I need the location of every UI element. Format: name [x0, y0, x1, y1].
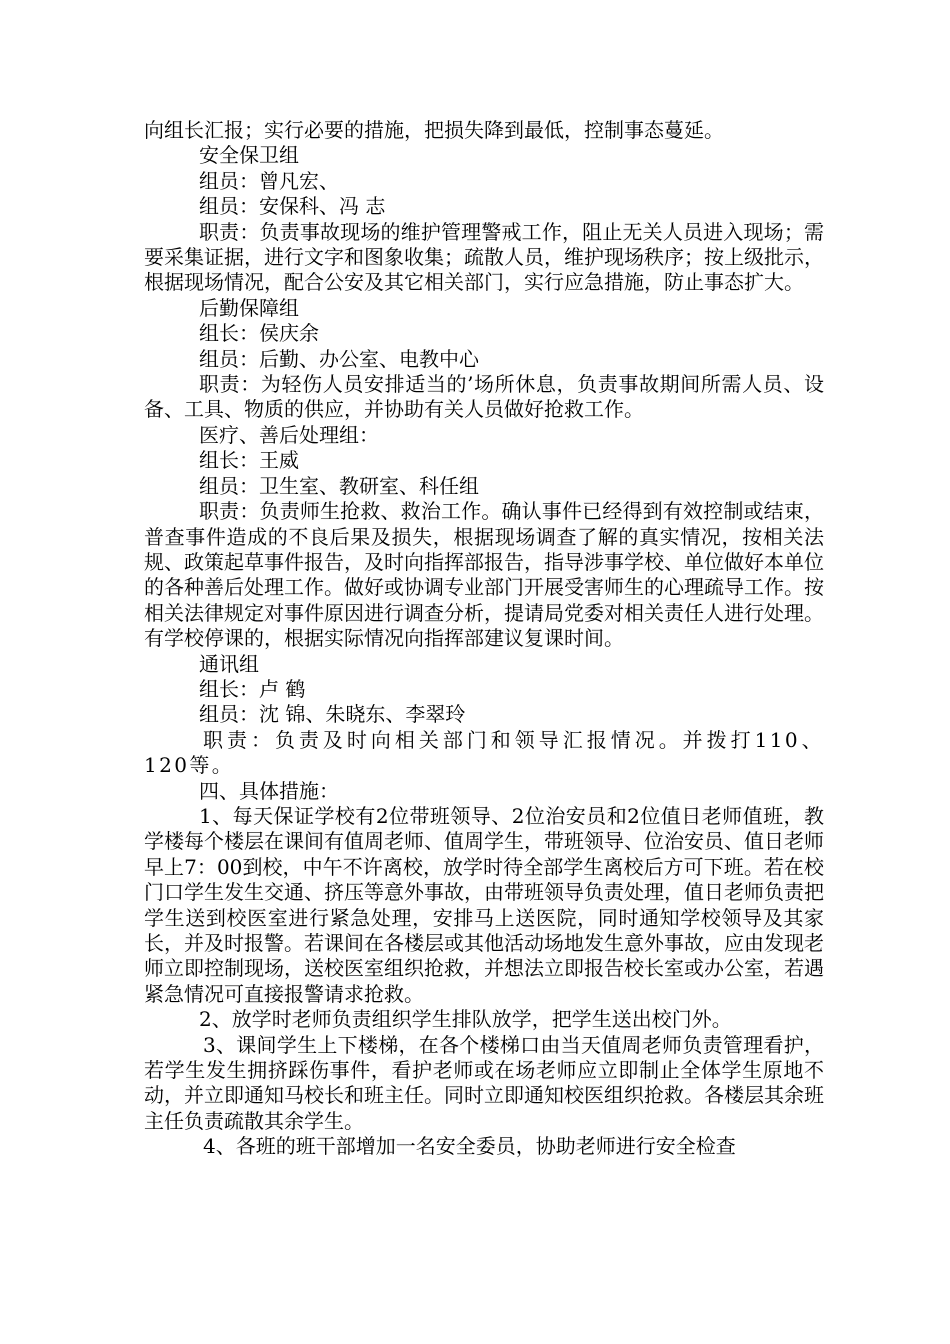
heading-logistics-group: 后勤保障组 — [199, 295, 299, 320]
medical-leader: 组长：王威 — [199, 448, 299, 473]
measure-4: 4、各班的班干部增加一名安全委员，协助老师进行安全检查 — [203, 1134, 736, 1159]
measure-1: 1、每天保证学校有2位带班领导、2位治安员和2位值日老师值班，教学楼每个楼层在课间有值周老师、值周学生，带班领导、位治安员、值日老师早上7：00到校，中午不许离校，放学时待全部学生离校后方可下班。若在校门口学生发生交通、挤压等意外事故，由带班领导负责处理，值日老师负责把学生送到校医室进行紧急处理，安排马上送医院，同时通知学校领导及其家长，并及时报警。若课间在各楼层或其他活动场地发生意外事故，应由发现老师立即控制现场，送校医室组织抢救，并想法立即报告校长室或办公室，若遇紧急情况可直接报警请求抢救。 — [144, 803, 824, 1006]
document-body — [144, 118, 824, 1160]
communication-members: 组员：沈 锦、朱晓东、李翠玲 — [199, 702, 466, 727]
heading-security-group: 安全保卫组 — [199, 143, 299, 168]
paragraph-report-continuation: 向组长汇报；实行必要的措施，把损失降到最低，控制事态蔓延。 — [144, 118, 724, 142]
communication-duties: 职责：负责及时向相关部门和领导汇报情况。并拨打110、120等。 — [144, 727, 824, 778]
logistics-duties: 职责：为轻伤人员安排适当的’场所休息，负责事故期间所需人员、设备、工具、物质的供应，并协助有关人员做好抢救工作。 — [144, 372, 824, 422]
heading-medical-group: 医疗、善后处理组： — [199, 422, 379, 447]
measure-2: 2、放学时老师负责组织学生排队放学，把学生送出校门外。 — [199, 1007, 732, 1032]
heading-specific-measures: 四、具体措施： — [199, 778, 339, 803]
security-member-line-2: 组员：安保科、冯 志 — [199, 194, 386, 219]
measure-3: 3、课间学生上下楼梯，在各个楼梯口由当天值周老师负责管理看护，若学生发生拥挤踩伤事件，看护老师或在场老师应立即制止全体学生原地不动，并立即通知马校长和班主任。同时立即通知校医组织抢救。各楼层其余班主任负责疏散其余学生。 — [144, 1032, 824, 1133]
security-member-line-1: 组员：曾凡宏、 — [199, 168, 339, 193]
medical-members: 组员：卫生室、教研室、科任组 — [199, 473, 479, 498]
medical-duties: 职责：负责师生抢救、救治工作。确认事件已经得到有效控制或结束，普查事件造成的不良后果及损失，根据现场调查了解的真实情况，按相关法规、政策起草事件报告，及时向指挥部报告，指导涉事学校、单位做好本单位的各种善后处理工作。做好或协调专业部门开展受害师生的心理疏导工作。按相关法律规定对事件原因进行调查分析，提请局党委对相关责任人进行处理。有学校停课的，根据实际情况向指挥部建议复课时间。 — [144, 499, 824, 651]
logistics-members: 组员：后勤、办公室、电教中心 — [199, 346, 479, 371]
communication-leader: 组长：卢 鹤 — [199, 676, 306, 701]
heading-communication-group: 通讯组 — [199, 651, 259, 676]
security-duties: 职责：负责事故现场的维护管理警戒工作，阻止无关人员进入现场；需要采集证据，进行文字和图象收集；疏散人员，维护现场秩序；按上级批示，根据现场情况，配合公安及其它相关部门，实行应急措施，防止事态扩大。 — [144, 219, 824, 295]
logistics-leader: 组长：侯庆余 — [199, 321, 319, 346]
